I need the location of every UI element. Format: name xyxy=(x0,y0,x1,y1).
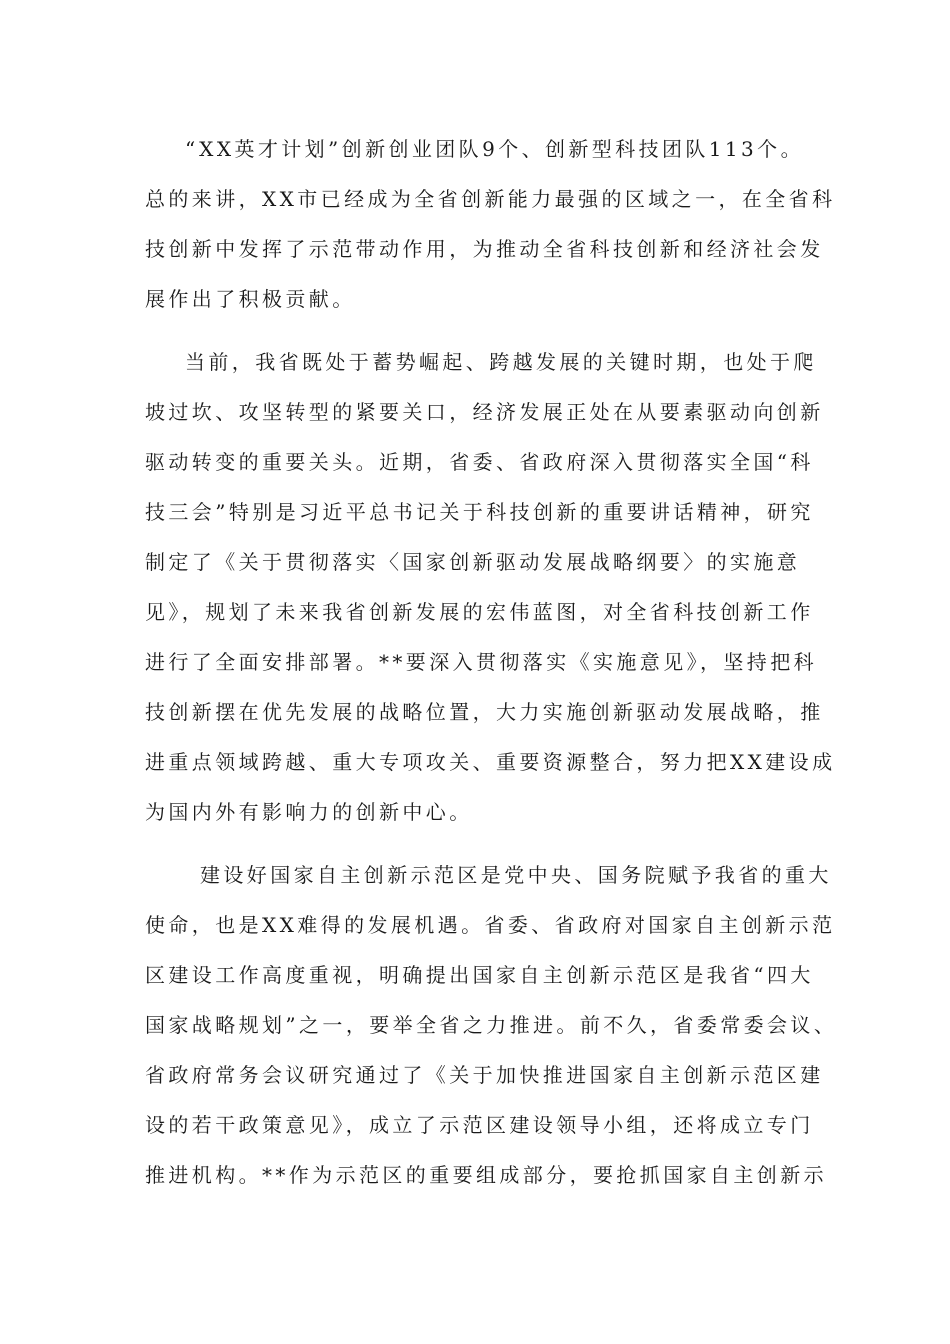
text-line: 设的若干政策意见》，成立了示范区建设领导小组，还将成立专门 xyxy=(145,1113,814,1137)
text-line: 制定了《关于贯彻落实〈国家创新驱动发展战略纲要〉的实施意 xyxy=(145,550,801,574)
text-line: 技三会”特别是习近平总书记关于科技创新的重要讲话精神，研究 xyxy=(145,500,814,524)
text-line: 见》，规划了未来我省创新发展的宏伟蓝图，对全省科技创新工作 xyxy=(145,600,814,624)
text-line: 为国内外有影响力的创新中心。 xyxy=(145,800,473,824)
text-line: “XX英才计划”创新创业团队9个、创新型科技团队113个。 xyxy=(185,137,804,161)
text-line: 国家战略规划”之一，要举全省之力推进。前不久，省委常委会议、 xyxy=(145,1013,838,1037)
text-line: 进行了全面安排部署。**要深入贯彻落实《实施意见》，坚持把科 xyxy=(145,650,817,674)
text-line: 展作出了积极贡献。 xyxy=(145,287,356,311)
text-line: 技创新中发挥了示范带动作用，为推动全省科技创新和经济社会发 xyxy=(145,237,824,261)
text-line: 坡过坎、攻坚转型的紧要关口，经济发展正处在从要素驱动向创新 xyxy=(145,400,824,424)
text-line: 技创新摆在优先发展的战略位置，大力实施创新驱动发展战略，推 xyxy=(145,700,824,724)
text-line: 区建设工作高度重视，明确提出国家自主创新示范区是我省“四大 xyxy=(145,963,814,987)
text-line: 省政府常务会议研究通过了《关于加快推进国家自主创新示范区建 xyxy=(145,1063,824,1087)
text-line: 驱动转变的重要关头。近期，省委、省政府深入贯彻落实全国“科 xyxy=(145,450,814,474)
text-line: 建设好国家自主创新示范区是党中央、国务院赋予我省的重大 xyxy=(200,863,832,887)
text-line: 推进机构。**作为示范区的重要组成部分，要抢抓国家自主创新示 xyxy=(145,1163,827,1187)
text-line: 进重点领域跨越、重大专项攻关、重要资源整合，努力把XX建设成 xyxy=(145,750,836,774)
text-line: 当前，我省既处于蓄势崛起、跨越发展的关键时期，也处于爬 xyxy=(185,350,817,374)
text-line: 使命，也是XX难得的发展机遇。省委、省政府对国家自主创新示范 xyxy=(145,913,836,937)
text-line: 总的来讲，XX市已经成为全省创新能力最强的区域之一，在全省科 xyxy=(145,187,836,211)
